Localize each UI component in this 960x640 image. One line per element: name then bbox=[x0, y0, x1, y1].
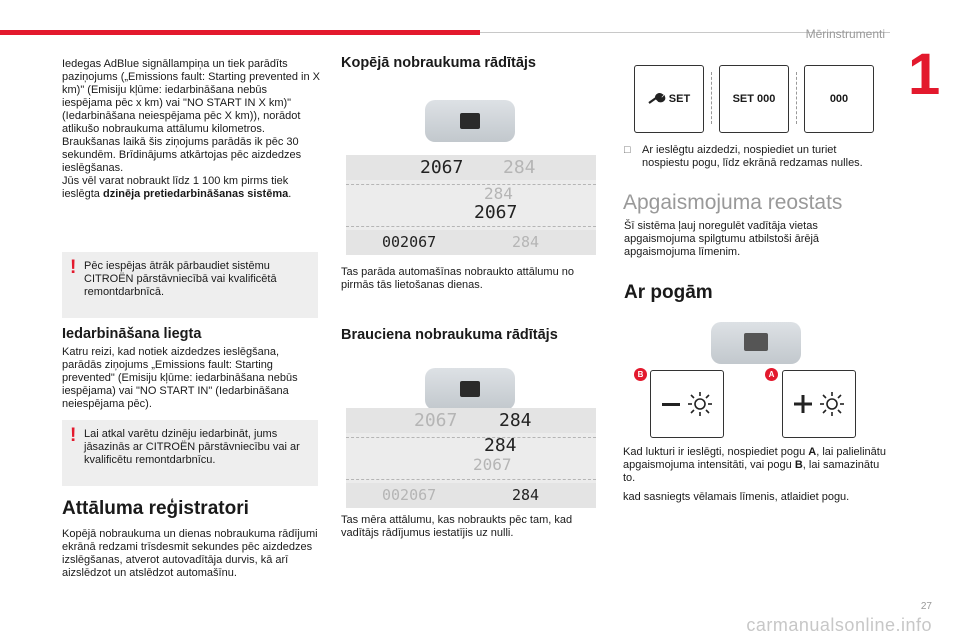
warning-text-1: Pēc iespējas ātrāk pārbaudiet sistēmu CITROËN pārstāvniecībā vai kvalificētā remontdarbnīcā. bbox=[84, 260, 277, 298]
odometer-bottom-total: 002067 bbox=[382, 233, 437, 251]
warning-box-2 bbox=[62, 420, 318, 486]
trip-display bbox=[346, 408, 596, 508]
trip-caption: Tas mēra attālumu, kas nobraukts pēc tam, kad vadītājs rādījumus iestatījis uz nulli. bbox=[341, 514, 573, 539]
reset-button-zero[interactable] bbox=[804, 65, 874, 133]
warning-box-1 bbox=[62, 252, 318, 318]
buttons-text: Kad lukturi ir ieslēgti, nospiediet pogu A, lai palielinātu apgaismojuma intensitāti, vai pogu B, lai samazinātu to. bbox=[623, 446, 886, 484]
total-caption: Tas parāda automašīnas nobraukto attālumu no pirmās tās lietošanas dienas. bbox=[341, 266, 574, 291]
adblue-paragraph-1: Iedegas AdBlue signāllampiņa un tiek parādīts paziņojums („Emissions fault: Starting prevented in X km)" (Emisiju kļūme: iedarbināšana nebūs iespējama pēc x km) vai "NO START IN X km)" (Iedarbināšana neiespējama pēc X km)), norādot atlikušo nobraukuma attālumu kilometros. bbox=[62, 58, 321, 135]
chapter-number: 1 bbox=[908, 42, 941, 107]
bold-term: dzinēja pretiedarbināšanas sistēma bbox=[102, 188, 289, 200]
dashboard-screen bbox=[460, 381, 480, 397]
odometer-mid-trip: 284 bbox=[484, 184, 513, 203]
bright-button-a[interactable] bbox=[782, 370, 856, 438]
reset-button-label: SET bbox=[668, 93, 691, 105]
heading-rheostat: Apgaismojuma reostats bbox=[623, 191, 843, 214]
label-a: A bbox=[765, 368, 778, 381]
label-b: B bbox=[634, 368, 647, 381]
plus-icon bbox=[794, 395, 812, 413]
header-red-bar bbox=[0, 30, 480, 35]
adblue-paragraph-3: Jūs vēl varat nobraukt līdz 1 100 km pirms tiek ieslēgta dzinēja pretiedarbināšanas sistēma. bbox=[62, 175, 292, 200]
blocked-text: Katru reizi, kad notiek aizdedzes ieslēgšana, parādās ziņojums „Emissions fault: Starting prevented" (Emisiju kļūme: iedarbināšana nebūs iespējama) vai "NO START IN" (Iedarbināšana neiespējama pēc). bbox=[62, 346, 298, 410]
adblue-paragraph-2: Braukšanas laikā šis ziņojums parādās ik pēc 30 sekundēm. Brīdinājums atkārtojas pēc aizdedzes ieslēgšanas. bbox=[62, 136, 302, 174]
dashboard-screen bbox=[460, 113, 480, 129]
warning-text-2: Lai atkal varētu dzinēju iedarbināt, jums jāsazinās ar CITROËN pārstāvniecību vai ar kvalificētu remontdarbnīcu. bbox=[84, 428, 300, 466]
dim-button-b[interactable] bbox=[650, 370, 724, 438]
section-title: Mērinstrumenti bbox=[805, 27, 885, 41]
column-left bbox=[62, 58, 320, 201]
reset-button-label: 000 bbox=[829, 93, 849, 105]
trip-mid-trip: 284 bbox=[484, 435, 517, 456]
trip-bottom-trip: 284 bbox=[512, 486, 540, 504]
odometer-bottom-trip: 284 bbox=[512, 233, 540, 251]
odometer-mid-total: 2067 bbox=[474, 202, 518, 223]
dashboard-illustration bbox=[425, 100, 515, 142]
warning-exclamation-icon: ! bbox=[70, 257, 77, 278]
heading-recorders: Attāluma reģistratori bbox=[62, 498, 249, 519]
dashboard-screen bbox=[744, 333, 768, 351]
heading-total: Kopējā nobraukuma rādītājs bbox=[341, 55, 536, 71]
heading-total-wrap bbox=[341, 55, 606, 71]
warning-exclamation-icon: ! bbox=[70, 425, 77, 446]
trip-top-total: 2067 bbox=[414, 410, 458, 431]
reset-button-label: SET 000 bbox=[732, 93, 776, 105]
odometer-top-total: 2067 bbox=[420, 157, 464, 178]
dashboard-illustration bbox=[425, 368, 515, 410]
trip-top-trip: 284 bbox=[499, 410, 532, 431]
minus-icon bbox=[662, 403, 680, 406]
heading-blocked: Iedarbināšana liegta bbox=[62, 326, 202, 342]
watermark: carmanualsonline.info bbox=[746, 615, 932, 635]
heading-buttons: Ar pogām bbox=[624, 282, 713, 303]
recorders-text: Kopējā nobraukuma un dienas nobraukuma rādījumi ekrānā redzami trīsdesmit sekundes pēc aizdedzes izslēgšanas, atverot autovadītāja durvis, kā arī aizslēdzot un atslēdzot automašīnu. bbox=[62, 528, 318, 579]
page-number: 27 bbox=[920, 601, 932, 612]
rheostat-text: Šī sistēma ļauj noregulēt vadītāja vietas apgaismojuma spilgtumu atbilstoši ārējā apgaismojuma līmenim. bbox=[624, 220, 820, 258]
button-separator bbox=[796, 72, 797, 124]
buttons-text-release: kad sasniegts vēlamais līmenis, atlaidiet pogu. bbox=[623, 491, 850, 503]
trip-bottom-total: 002067 bbox=[382, 486, 437, 504]
odometer-top-trip: 284 bbox=[503, 157, 536, 178]
trip-mid-total: 2067 bbox=[473, 455, 512, 474]
sun-icon bbox=[688, 392, 712, 416]
button-separator bbox=[711, 72, 712, 124]
wrench-icon bbox=[648, 93, 666, 105]
reset-button-set[interactable] bbox=[719, 65, 789, 133]
reset-bullet: □ Ar ieslēgtu aizdedzi, nospiediet un turiet nospiestu pogu, līdz ekrānā redzamas nulles. bbox=[624, 144, 863, 169]
heading-trip: Brauciena nobraukuma rādītājs bbox=[341, 327, 558, 343]
dashboard-illustration bbox=[711, 322, 801, 364]
reset-button-wrench[interactable] bbox=[634, 65, 704, 133]
odometer-display bbox=[346, 155, 596, 255]
blocked-section bbox=[62, 326, 320, 411]
sun-icon bbox=[820, 392, 844, 416]
bullet-icon: □ bbox=[624, 144, 631, 156]
recorders-section bbox=[62, 498, 320, 580]
